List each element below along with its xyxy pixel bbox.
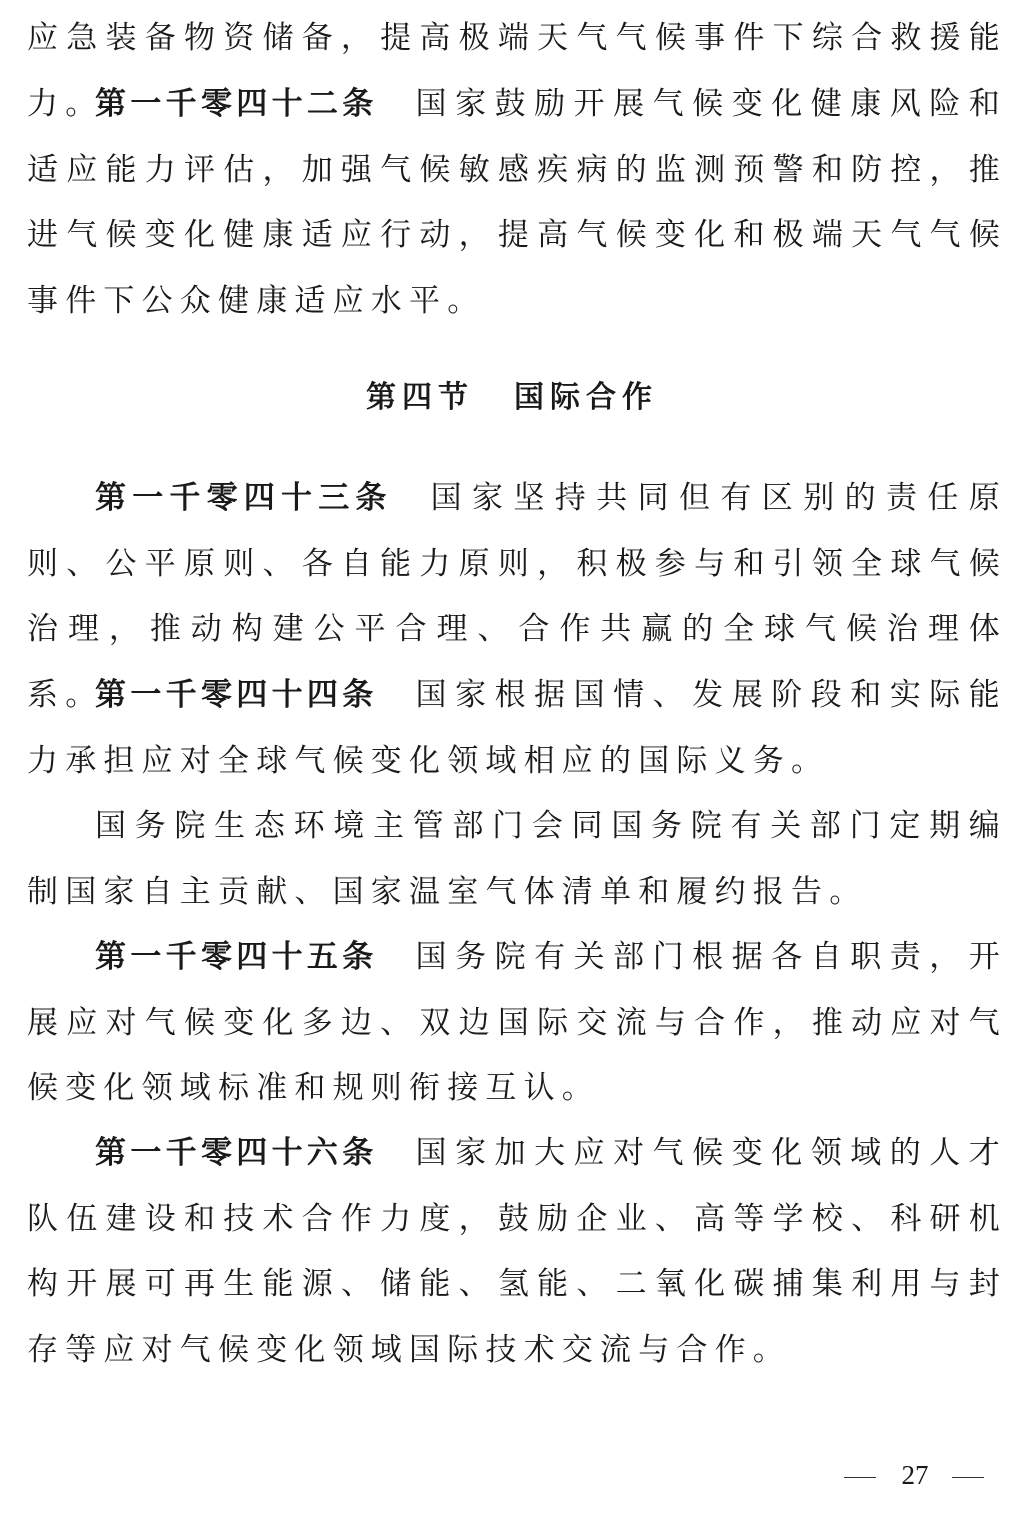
article-1045 (27, 925, 1007, 1122)
page-footer (0, 1458, 1024, 1498)
paragraph-text: 国务院生态环境主管部门会同国务院有关部门定期编制国家自主贡献、国家温室气体清单和履约报告。 (27, 808, 1007, 910)
article-text: 国家加大应对气候变化领域的人才队伍建设和技术合作力度，鼓励企业、高等学校、科研机构开展可再生能源、储能、氢能、二氧化碳捕集利用与封存等应对气候变化领域国际技术交流与合作。 (27, 1135, 1007, 1368)
article-1044 (27, 663, 1007, 794)
article-text: 国家根据国情、发展阶段和实际能力承担应对全球气候变化领域相应的国际义务。 (27, 677, 1007, 779)
article-number: 第一千零四十四条 (95, 677, 378, 713)
article-text: 国家鼓励开展气候变化健康风险和适应能力评估，加强气候敏感疾病的监测预警和防控，推进气候变化健康适应行动，提高气候变化和极端天气气候事件下公众健康适应水平。 (27, 86, 1007, 319)
section-title-text: 国际合作 (514, 380, 658, 415)
footer-dash-left (844, 1477, 876, 1478)
article-1042 (27, 72, 1007, 334)
paragraph-text: 应急装备物资储备，提高极端天气气候事件下综合救援能力。 (27, 20, 1007, 122)
article-number: 第一千零四十二条 (95, 86, 378, 122)
footer-dash-right (952, 1477, 984, 1478)
article-number: 第一千零四十五条 (95, 939, 378, 975)
section-number: 第四节 (366, 380, 474, 415)
article-text: 国务院有关部门根据各自职责，开展应对气候变化多边、双边国际交流与合作，推动应对气候变化领域标准和规则衔接互认。 (27, 939, 1007, 1106)
article-text: 国家坚持共同但有区别的责任原则、公平原则、各自能力原则，积极参与和引领全球气候治理，推动构建公平合理、合作共赢的全球气候治理体系。 (27, 480, 1008, 713)
paragraph-reporting (27, 794, 1007, 925)
article-number: 第一千零四十六条 (95, 1135, 378, 1171)
article-number: 第一千零四十三条 (95, 480, 393, 516)
article-1046 (27, 1121, 1007, 1383)
page-number: 27 (901, 1460, 929, 1490)
section-heading (0, 372, 1024, 416)
